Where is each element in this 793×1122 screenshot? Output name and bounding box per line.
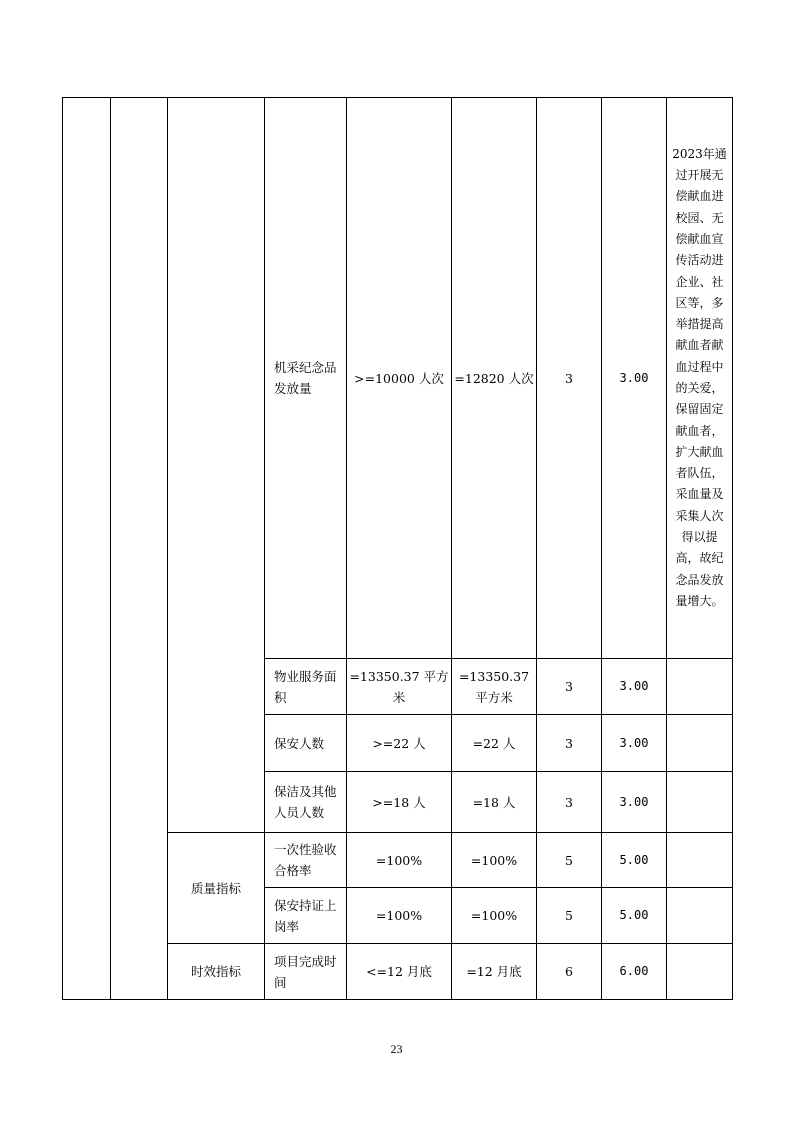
indicator-name-cell: 机采纪念品发放量: [265, 98, 347, 659]
weight-cell: 6: [537, 944, 602, 1000]
target-value-cell: =13350.37 平方米: [347, 659, 452, 715]
weight-cell: 5: [537, 888, 602, 944]
score-cell: 5.00: [602, 833, 667, 888]
weight-cell: 3: [537, 715, 602, 772]
deviation-note-text: 2023年通过开展无偿献血进校园、无偿献血宣传活动进企业、社区等，多举措提高献血者献血过程中的关爱，保留固定献血者，扩大献血者队伍，采血量及采集人次得以提高，故纪念品发放量增大。: [672, 146, 727, 608]
target-value-cell: =100%: [347, 888, 452, 944]
deviation-note-cell: [667, 888, 733, 944]
score-cell: 3.00: [602, 98, 667, 659]
weight-cell: 3: [537, 659, 602, 715]
actual-value-cell: =12820 人次: [452, 98, 537, 659]
actual-value-cell: =100%: [452, 888, 537, 944]
deviation-note-cell: [667, 944, 733, 1000]
page-number: 23: [390, 1042, 403, 1056]
tertiary-category-cell: [168, 98, 265, 833]
target-value-cell: =100%: [347, 833, 452, 888]
indicator-name-cell: 项目完成时间: [265, 944, 347, 1000]
performance-indicator-table: [62, 97, 733, 1000]
tertiary-category-cell: 时效指标: [168, 944, 265, 1000]
secondary-indicator-cell: [111, 98, 168, 1000]
primary-indicator-cell: [63, 98, 111, 1000]
score-cell: 5.00: [602, 888, 667, 944]
indicator-name-cell: 物业服务面积: [265, 659, 347, 715]
target-value-cell: >=18 人: [347, 772, 452, 833]
deviation-note-cell: [667, 715, 733, 772]
indicator-name-cell: 一次性验收合格率: [265, 833, 347, 888]
deviation-note-cell: [667, 98, 733, 659]
actual-value-cell: =13350.37 平方米: [452, 659, 537, 715]
deviation-note-cell: [667, 659, 733, 715]
target-value-cell: >=10000 人次: [347, 98, 452, 659]
tertiary-category-cell: 质量指标: [168, 833, 265, 944]
weight-cell: 3: [537, 772, 602, 833]
table-row: [63, 98, 733, 659]
indicator-name-cell: 保安人数: [265, 715, 347, 772]
actual-value-cell: =100%: [452, 833, 537, 888]
deviation-note-cell: [667, 772, 733, 833]
indicator-name-cell: 保洁及其他人员人数: [265, 772, 347, 833]
indicator-name-cell: 保安持证上岗率: [265, 888, 347, 944]
score-cell: 3.00: [602, 715, 667, 772]
score-cell: 6.00: [602, 944, 667, 1000]
actual-value-cell: =18 人: [452, 772, 537, 833]
weight-cell: 3: [537, 98, 602, 659]
deviation-note-cell: [667, 833, 733, 888]
weight-cell: 5: [537, 833, 602, 888]
target-value-cell: >=22 人: [347, 715, 452, 772]
score-cell: 3.00: [602, 659, 667, 715]
actual-value-cell: =22 人: [452, 715, 537, 772]
target-value-cell: <=12 月底: [347, 944, 452, 1000]
actual-value-cell: =12 月底: [452, 944, 537, 1000]
score-cell: 3.00: [602, 772, 667, 833]
